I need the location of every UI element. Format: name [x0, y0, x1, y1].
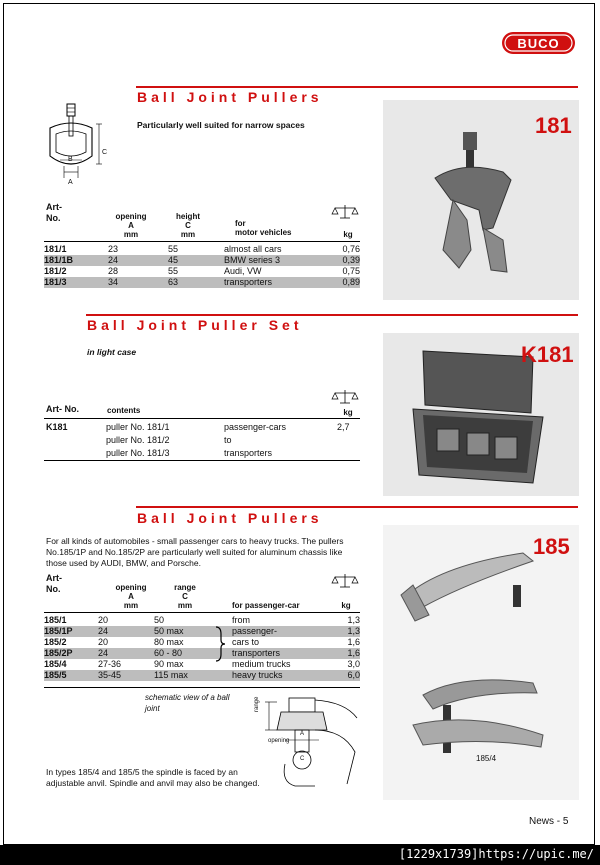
- scale-icon: [331, 573, 359, 589]
- t3-header-art: Art- No.: [46, 573, 62, 594]
- section1-red-rule: [136, 86, 578, 88]
- model-k181: K181: [521, 342, 574, 367]
- section1-title: Ball Joint Pullers: [137, 89, 323, 105]
- watermark: [1229x1739]https://upic.me/: [398, 847, 594, 861]
- table-row: 181/1 23 55 almost all cars 0,76: [44, 244, 360, 254]
- t3-bottom-rule: [44, 687, 360, 688]
- table-185: [44, 615, 360, 681]
- schematic-label-c: C: [300, 756, 305, 762]
- section2-note: in light case: [87, 347, 137, 357]
- schematic-label-range: range: [254, 696, 260, 712]
- table-row: 185/2 20 80 max cars to 1,6: [44, 637, 360, 647]
- scale-icon: [331, 389, 359, 405]
- model-181: 181: [535, 113, 572, 138]
- k181-kg: 2,7: [337, 422, 350, 432]
- scale-icon: [331, 204, 359, 220]
- k181-use-1: passenger-cars: [224, 422, 287, 432]
- svg-text:BUCO: BUCO: [517, 36, 560, 51]
- table-row: 185/2P 24 60 - 80 transporters 1,6: [44, 648, 360, 658]
- table-row: 181/2 28 55 Audi, VW 0,75: [44, 266, 360, 276]
- t1-header-rule: [44, 241, 360, 242]
- caption-line: joint: [145, 704, 160, 713]
- diagram-label-b: B: [68, 156, 73, 163]
- schematic-caption: [145, 692, 229, 714]
- t3-header-rule: [44, 612, 360, 613]
- k181-use-3: transporters: [224, 448, 273, 458]
- t1-header-height: height C mm: [176, 212, 200, 239]
- k181-contents-2: puller No. 181/2: [106, 435, 170, 445]
- table-row: 181/1B 24 45 BMW series 3 0,39: [44, 255, 360, 265]
- table-181: [44, 244, 360, 288]
- table-row: 185/1 20 50 from 1,3: [44, 615, 360, 625]
- k181-use-2: to: [224, 435, 232, 445]
- t3-header-for: for passenger-car: [232, 601, 300, 610]
- section3-description: [46, 536, 366, 569]
- section2-title: Ball Joint Puller Set: [87, 317, 303, 333]
- k181-contents-1: puller No. 181/1: [106, 422, 170, 432]
- page-footer: News - 5: [529, 816, 569, 827]
- table-row: 181/3 34 63 transporters 0,89: [44, 277, 360, 287]
- footnote-line: adjustable anvil. Spindle and anvil may also be changed.: [46, 778, 260, 788]
- t1-header-for: for motor vehicles: [235, 219, 292, 237]
- t3-header-range: range C mm: [174, 583, 196, 610]
- diagram-label-a: A: [68, 179, 73, 186]
- section3-title: Ball Joint Pullers: [137, 510, 323, 526]
- diagram-label-c: C: [102, 149, 108, 156]
- desc-line: those used by AUDI, BMW, and Porsche.: [46, 558, 201, 568]
- section3-footnote: [46, 767, 366, 789]
- section2-red-rule: [86, 314, 578, 316]
- buco-logo: [501, 31, 576, 55]
- table-row: 185/5 35-45 115 max heavy trucks 6,0: [44, 670, 360, 680]
- t2-bottom-rule: [44, 460, 360, 461]
- t2-header-rule: [44, 418, 360, 419]
- photo-185-label: 185/4: [476, 754, 497, 763]
- section1-subtitle: Particularly well suited for narrow spaces: [137, 120, 305, 130]
- table-row: 185/4 27-36 90 max medium trucks 3,0: [44, 659, 360, 669]
- caption-line: schematic view of a ball: [145, 693, 230, 702]
- t2-header-art: Art- No.: [46, 404, 79, 414]
- t2-header-contents: contents: [107, 406, 141, 415]
- desc-line: No.185/1P and No.185/2P are particularly well suited for aluminum chassis like: [46, 547, 343, 557]
- t1-header-kg: kg: [343, 230, 353, 239]
- table-row: 185/1P 24 50 max passenger- 1,3: [44, 626, 360, 636]
- section3-red-rule: [136, 506, 578, 508]
- brace-icon: [214, 626, 226, 662]
- t2-header-kg: kg: [343, 408, 353, 417]
- t1-header-art: Art- No.: [46, 202, 62, 223]
- model-185: 185: [533, 534, 570, 559]
- t1-header-opening: opening A mm: [115, 212, 147, 239]
- footnote-line: In types 185/4 and 185/5 the spindle is faced by an: [46, 767, 238, 777]
- t3-header-kg: kg: [341, 601, 351, 610]
- desc-line: For all kinds of automobiles - small passenger cars to heavy trucks. The pullers: [46, 536, 344, 546]
- puller-diagram: [40, 100, 120, 190]
- schematic-label-opening: opening: [268, 738, 290, 744]
- t3-header-opening: opening A mm: [115, 583, 147, 610]
- k181-contents-3: puller No. 181/3: [106, 448, 170, 458]
- schematic-label-a: A: [300, 731, 305, 737]
- k181-art: K181: [46, 422, 68, 432]
